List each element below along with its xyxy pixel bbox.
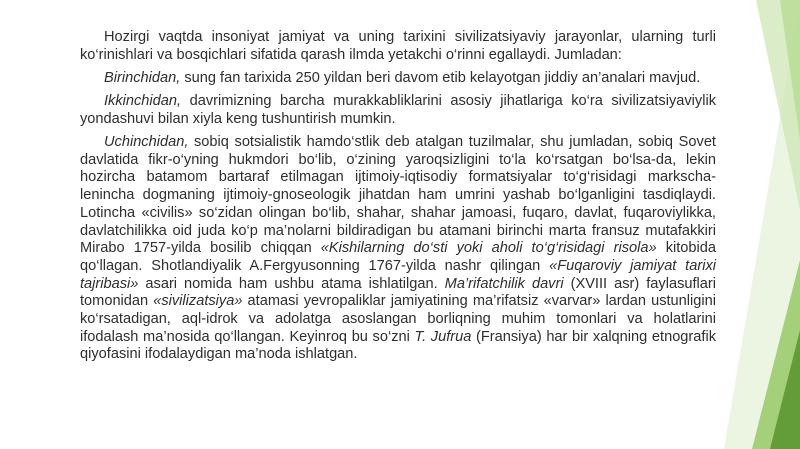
text-run: (XVIII asr) faylasuflari tomonidan (80, 275, 717, 310)
italic-text-run: Ma’rifatchilik davri (444, 275, 564, 292)
paragraph-3 (80, 93, 716, 128)
italic-text-run: Birinchidan, (104, 69, 181, 86)
text-run: sung fan tarixida 250 yildan beri davom etib kelayotgan jiddiy an’analari mavjud. (180, 69, 701, 86)
text-run: kitobida qo‘llagan. Shotlandiyalik A.Fergyusonning 1767-yilda nashr qilingan (80, 240, 716, 274)
slide-body-text (80, 29, 716, 370)
paragraph-2 (80, 70, 716, 88)
italic-text-run: Ikkinchidan, (104, 93, 182, 110)
text-run: davrimizning barcha murakkabliklarini asosiy jihatlariga ko‘ra sivilizatsiyaviylik yondashuvi bilan xiyla keng tushuntirish mumkin. (80, 93, 716, 127)
italic-text-run: «Kishilarning do‘sti yoki aholi to‘g‘risidagi risola» (320, 240, 657, 257)
italic-text-run: T. Jufrua (414, 328, 472, 345)
text-run: sobiq sotsialistik hamdo‘stlik deb atalgan tuzilmalar, shu jumladan, sobiq Sovet davlatida fikr-o‘yning hukmdori bo‘lib, o‘zining yaroqsizligini to‘la ko‘rsatgan bo‘lsa-da, lekin hozircha batamom bartaraf etilmagan ijtimoiy-iqtisodiy formatsiyalar to‘g‘risidagi markscha-lenincha dogmaning ijtimoiy-gnoseologik jihatdan ham umrini yashab bo‘lganligini tasdiqlaydi. Lotincha «civilis» so‘zidan olingan bo‘lib, shahar, shahar jamoasi, fuqaro, davlat, fuqaroviylikka, davlatchilikka oid juda ko‘p ma’nolarni bildiradigan bu atamani birinchi marta fransuz mutafakkiri Mirabo 1757-yilda bosilib chiqqan (80, 134, 716, 257)
text-run: asari nomida ham ushbu atama ishlatilgan. (138, 275, 445, 292)
text-run: Hozirgi vaqtda insoniyat jamiyat va uning tarixini sivilizatsiyaviy jarayonlar, ularning turli ko‘rinishlari va bosqichlari sifatida qarash ilmda yetakchi o‘rinni egallaydi. Jumladan: (80, 29, 716, 63)
paragraph-4 (80, 134, 716, 364)
text-run: (Fransiya) har bir xalqning etnografik qiyofasini ifodalaydigan ma’noda ishlatgan. (80, 328, 716, 363)
italic-text-run: «sivilizatsiya» (153, 293, 243, 310)
paragraph-1 (80, 29, 716, 64)
italic-text-run: Uchinchidan, (104, 134, 189, 151)
text-run: atamasi yevropaliklar jamiyatining ma’rifatsiz «varvar» lardan ustunligini ko‘rsatadigan, aql-idrok va adolatga asoslangan borliqning muhim tomonlari va holatlarini ifodalash ma’nosida qo‘llangan. Keyinroq bu so‘zni (80, 293, 716, 345)
italic-text-run: «Fuqaroviy jamiyat tarixi tajribasi» (80, 257, 716, 292)
